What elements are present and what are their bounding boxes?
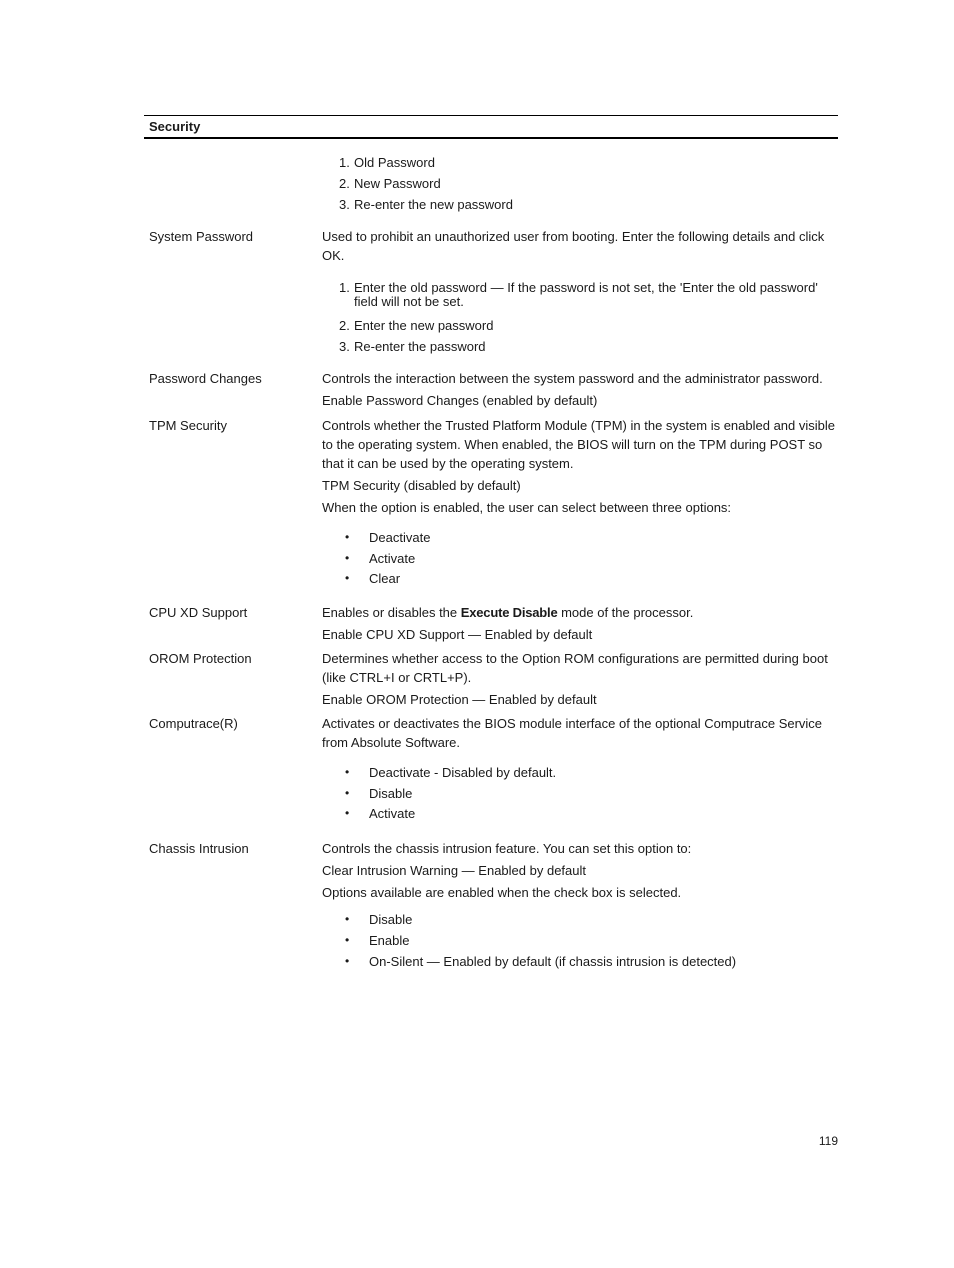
row-system-password — [144, 227, 838, 356]
row-label: Password Changes — [149, 371, 262, 386]
row-description: Determines whether access to the Option ROM configurations are permitted during boot (like CTRL+I or CRTL+P). — [322, 651, 828, 686]
row-intro — [144, 153, 838, 214]
list-item: • Clear — [345, 571, 401, 587]
row-tpm-security — [144, 416, 838, 588]
list-item: • Disable — [345, 785, 413, 801]
chassis-options — [322, 910, 838, 970]
list-item: • Deactivate - Disabled by default. — [345, 765, 557, 781]
list-item: 1. Old Password — [339, 155, 435, 170]
row-note: Options available are enabled when the check box is selected. — [322, 885, 682, 901]
row-description: Used to prohibit an unauthorized user from booting. Enter the following details and click OK. — [322, 229, 825, 263]
tpm-options — [322, 528, 838, 588]
execute-disable-term: Execute Disable — [460, 605, 558, 621]
row-default: Enable CPU XD Support — Enabled by default — [322, 627, 593, 643]
row-orom-protection — [144, 649, 838, 709]
list-item: 1. Enter the old password — If the password is not set, the 'Enter the old password' field will not be set. — [339, 280, 818, 309]
list-item: • Activate — [345, 806, 416, 822]
row-description: Activates or deactivates the BIOS module interface of the optional Computrace Service from Absolute Software. — [322, 716, 823, 751]
row-note: When the option is enabled, the user can select between three options: — [322, 500, 732, 515]
page-number: 119 — [818, 1134, 838, 1148]
row-default: TPM Security (disabled by default) — [322, 478, 521, 493]
row-label: TPM Security — [149, 418, 228, 433]
row-default: Enable OROM Protection — Enabled by default — [322, 692, 597, 708]
system-password-steps — [322, 278, 838, 356]
row-chassis-intrusion — [144, 839, 838, 970]
computrace-options — [322, 763, 838, 823]
list-item: • On-Silent — Enabled by default (if chassis intrusion is detected) — [345, 953, 737, 969]
table-header: Security — [144, 115, 838, 139]
list-item: 3. Re-enter the new password — [339, 197, 513, 212]
row-description: Controls the interaction between the system password and the administrator password. — [322, 371, 823, 386]
row-label: OROM Protection — [149, 651, 252, 667]
row-label: System Password — [149, 229, 254, 244]
list-item: 3. Re-enter the password — [339, 339, 486, 354]
security-table — [144, 115, 838, 972]
list-item: • Activate — [345, 550, 416, 566]
intro-list — [322, 153, 838, 214]
row-computrace — [144, 714, 838, 823]
row-cpu-xd-support — [144, 603, 838, 644]
list-item: 2. New Password — [339, 176, 441, 191]
row-default: Enable Password Changes (enabled by default) — [322, 393, 598, 408]
row-label: CPU XD Support — [149, 605, 248, 621]
row-label: Chassis Intrusion — [149, 841, 249, 857]
list-item: • Deactivate — [345, 530, 431, 545]
row-description: Enables or disables the Execute Disable mode of the processor. — [322, 605, 694, 621]
row-default: Clear Intrusion Warning — Enabled by default — [322, 863, 586, 879]
row-description: Controls the chassis intrusion feature. You can set this option to: — [322, 841, 692, 857]
row-password-changes — [144, 369, 838, 410]
row-label: Computrace(R) — [149, 716, 238, 732]
list-item: • Disable — [345, 912, 413, 928]
row-description: Controls whether the Trusted Platform Module (TPM) in the system is enabled and visible to the operating system. When enabled, the BIOS will turn on the TPM during POST so that it can be used by the operating system. — [322, 418, 836, 471]
list-item: 2. Enter the new password — [339, 318, 494, 333]
list-item: • Enable — [345, 932, 410, 948]
